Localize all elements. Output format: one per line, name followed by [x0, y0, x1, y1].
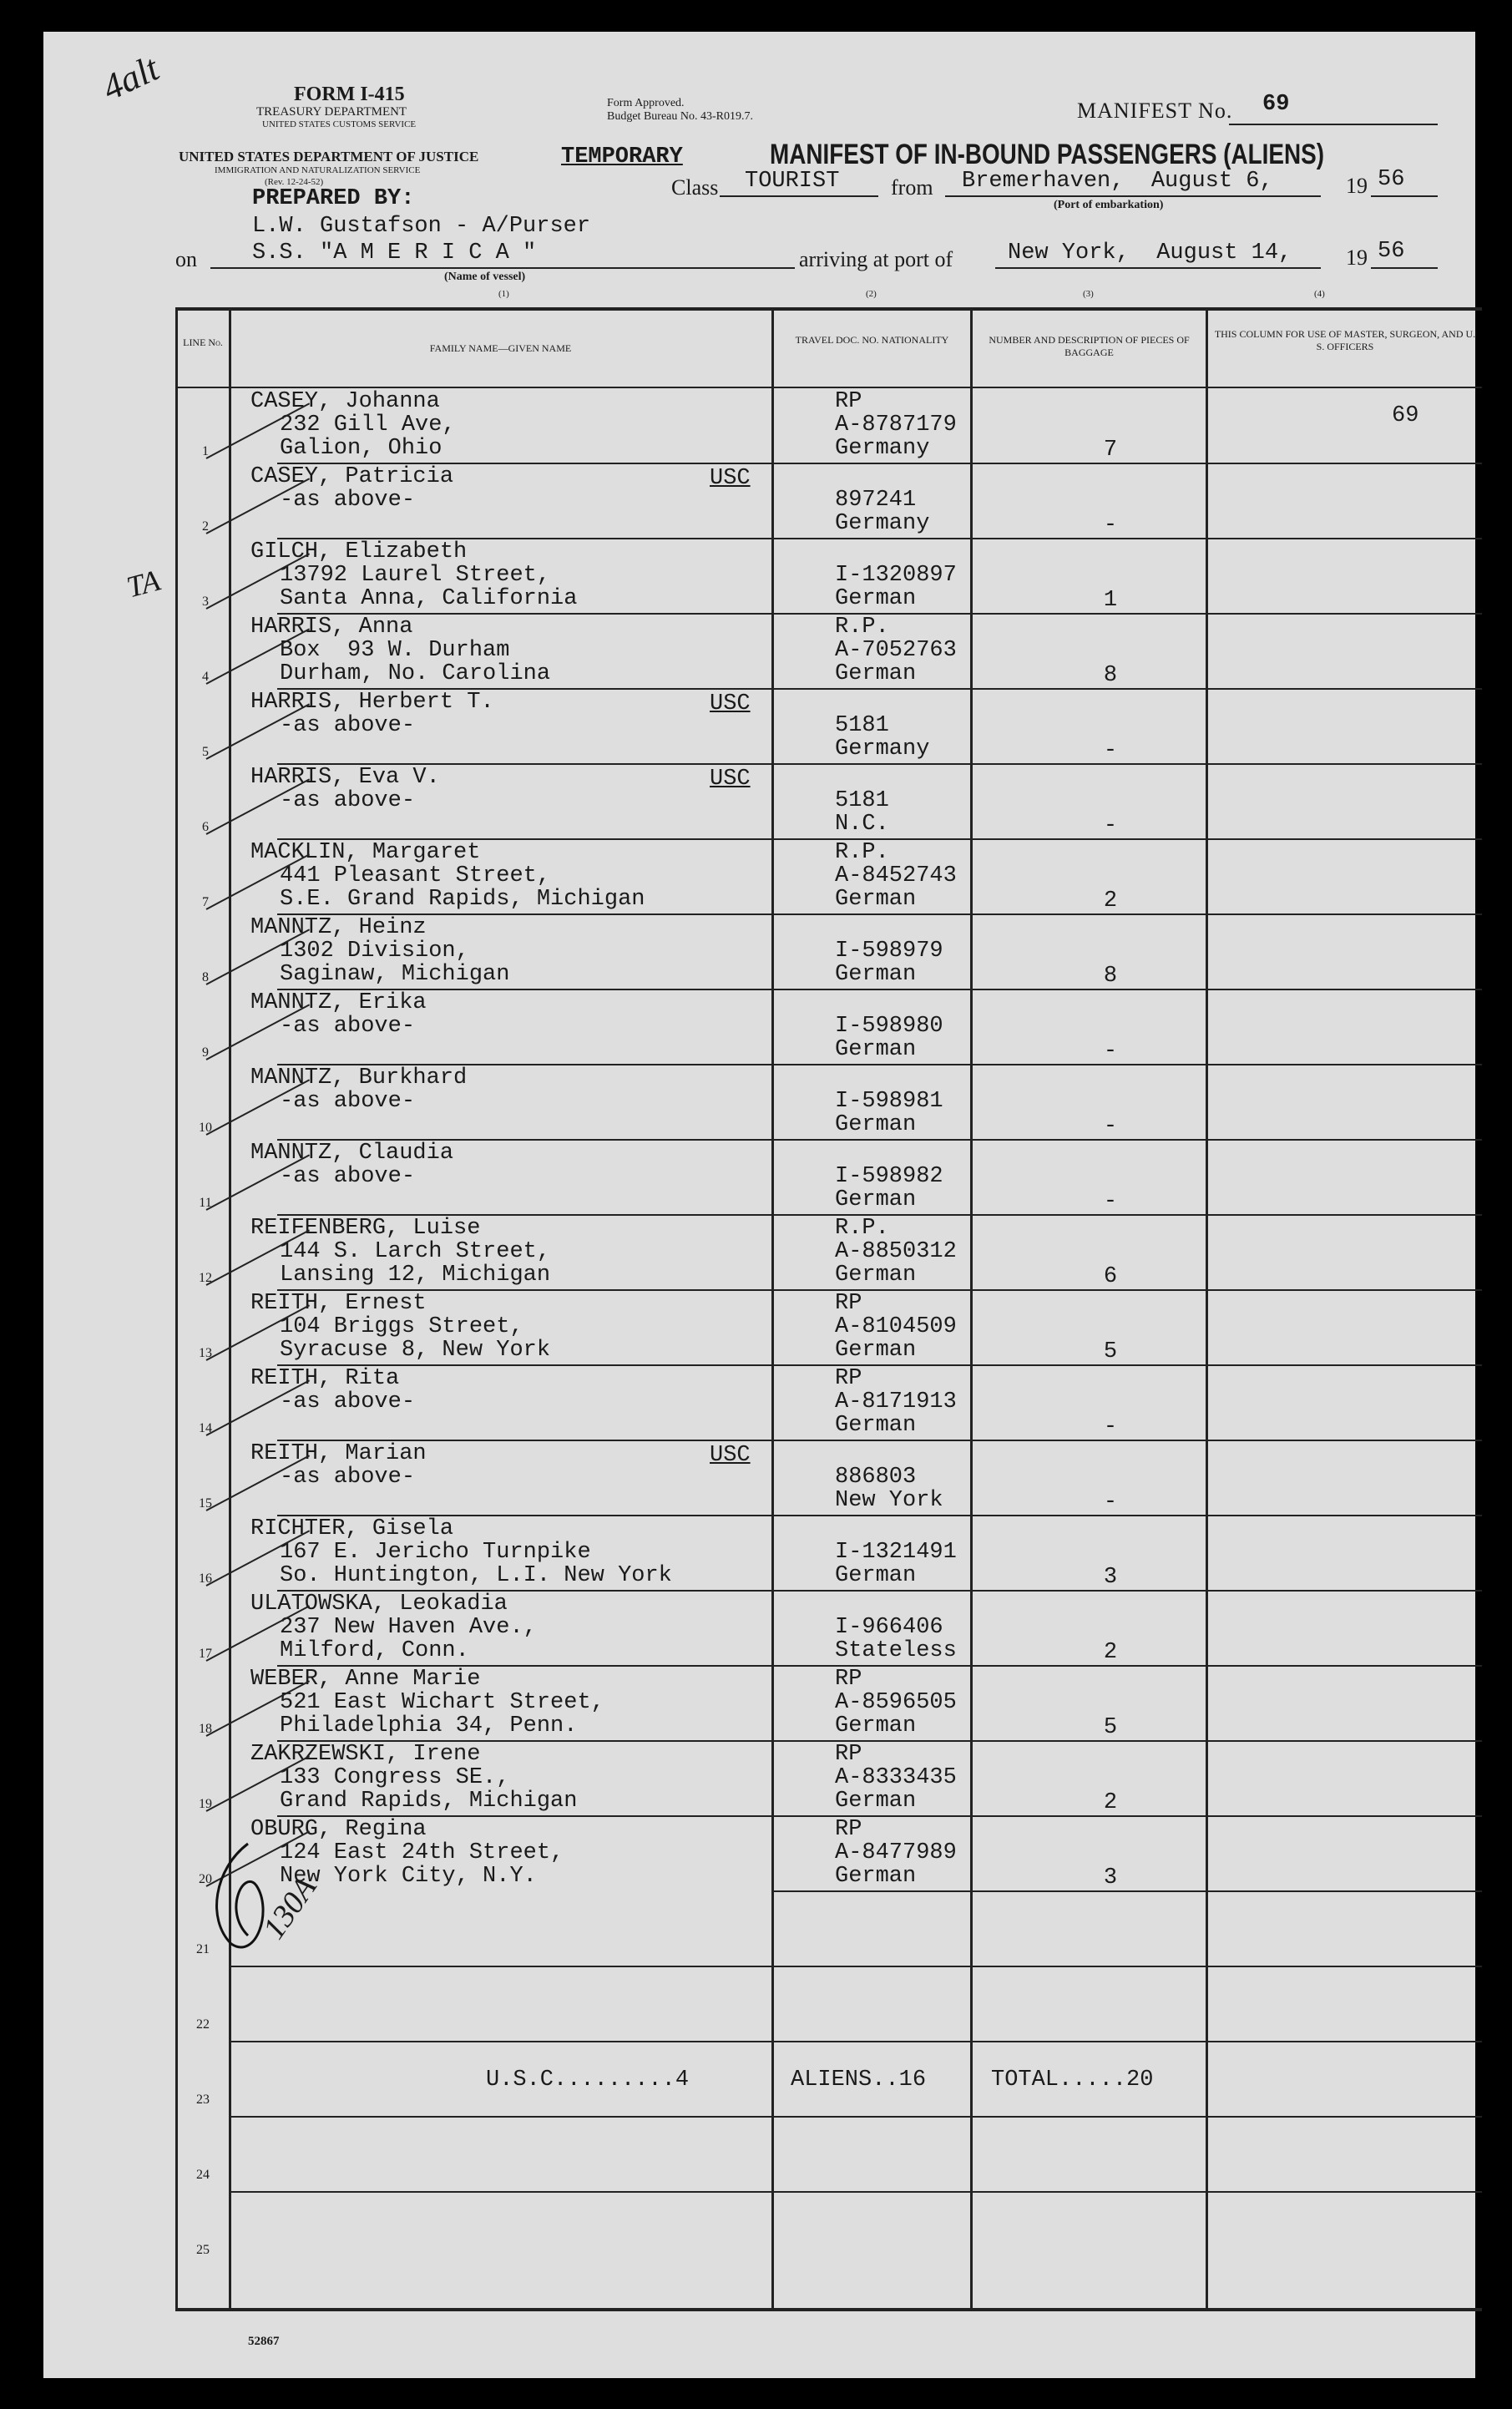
table-row [175, 389, 1482, 464]
baggage-count: - [1103, 1490, 1118, 1515]
line-number: 1 [202, 444, 209, 458]
table-row [175, 464, 1482, 539]
travel-doc-number: I-598982 [835, 1164, 943, 1189]
table-row [175, 539, 1482, 615]
table-row [175, 765, 1482, 840]
passenger-address-line2: Syracuse 8, New York [280, 1338, 551, 1363]
manifest-page [43, 32, 1475, 2378]
passenger-address-line1: -as above- [280, 488, 416, 513]
travel-doc-number: A-8477989 [835, 1840, 957, 1865]
passenger-name: HARRIS, Eva V. [250, 765, 440, 790]
table-row [175, 990, 1482, 1065]
passenger-address-line1: -as above- [280, 1389, 416, 1415]
passenger-name: CASEY, Johanna [250, 389, 440, 414]
nationality: German [835, 1263, 917, 1288]
handwritten-corner-note: 4alt [95, 47, 165, 109]
line-number: 9 [202, 1045, 209, 1060]
travel-doc-number: I-1321491 [835, 1540, 957, 1565]
passenger-address-line1: 13792 Laurel Street, [280, 563, 551, 588]
line-number: 8 [202, 970, 209, 984]
travel-doc-number: I-598980 [835, 1014, 943, 1039]
header-line-no: LINE No. [183, 337, 223, 348]
officer-note: 69 [1392, 403, 1419, 428]
on-label: on [175, 247, 197, 271]
budget-bureau: Budget Bureau No. 43-R019.7. [607, 110, 753, 123]
travel-doc-number: A-8596505 [835, 1690, 957, 1715]
passenger-name: RICHTER, Gisela [250, 1516, 454, 1541]
line-number: 17 [199, 1647, 212, 1661]
baggage-count: 3 [1103, 1865, 1118, 1890]
baggage-count: 7 [1103, 438, 1118, 463]
passenger-address-line1: -as above- [280, 788, 416, 813]
class-value: TOURIST [745, 169, 840, 194]
baggage-count: 2 [1103, 1790, 1118, 1815]
form-number: FORM I-415 [294, 84, 405, 105]
table-row [175, 1667, 1482, 1742]
passenger-address-line1: -as above- [280, 713, 416, 738]
line-number: 19 [199, 1797, 212, 1811]
nationality: German [835, 1563, 917, 1588]
travel-doc-number: 897241 [835, 488, 917, 513]
line-number: 6 [202, 820, 209, 834]
baggage-count: - [1103, 1189, 1118, 1214]
total-aliens: ALIENS..16 [791, 2067, 927, 2093]
table-row [175, 1516, 1482, 1592]
passenger-address-line1: 144 S. Larch Street, [280, 1239, 551, 1264]
passenger-address-line1: 521 East Wichart Street, [280, 1690, 604, 1715]
handwritten-signature: 130A [255, 1870, 324, 1946]
port-embarkation-note: (Port of embarkation) [1054, 199, 1164, 211]
passenger-address-line2: S.E. Grand Rapids, Michigan [280, 887, 645, 912]
col-number-4: (4) [1314, 289, 1325, 299]
nationality: German [835, 1187, 917, 1212]
passenger-name: REITH, Rita [250, 1366, 400, 1391]
baggage-count: 8 [1103, 964, 1118, 989]
passenger-name: REITH, Marian [250, 1441, 427, 1466]
passenger-address-line2: Lansing 12, Michigan [280, 1263, 551, 1288]
baggage-count: 2 [1103, 1640, 1118, 1665]
header-baggage: NUMBER AND DESCRIPTION OF PIECES OF BAGGAGE [989, 334, 1190, 358]
baggage-count: 2 [1103, 888, 1118, 913]
header-officers: THIS COLUMN FOR USE OF MASTER, SURGEON, AND U. S. OFFICERS [1214, 328, 1476, 352]
revision: (Rev. 12-24-52) [265, 177, 324, 187]
manifest-title: MANIFEST OF IN-BOUND PASSENGERS (ALIENS) [770, 139, 1324, 170]
passenger-name: CASEY, Patricia [250, 464, 454, 489]
passenger-address-line2: Saginaw, Michigan [280, 962, 510, 987]
line-number: 23 [196, 2093, 210, 2107]
nationality: German [835, 661, 917, 686]
passenger-address-line2: Durham, No. Carolina [280, 661, 551, 686]
prepared-by-label: PREPARED BY: [252, 186, 415, 211]
travel-doc-number: A-8787179 [835, 412, 957, 438]
travel-doc-number: A-7052763 [835, 638, 957, 663]
passenger-address-line1: -as above- [280, 1465, 416, 1490]
prepared-by-value: L.W. Gustafson - A/Purser [252, 214, 591, 239]
passenger-address-line2: Santa Anna, California [280, 586, 578, 611]
baggage-count: - [1103, 1039, 1118, 1064]
arriving-year-prefix: 19 [1346, 245, 1368, 270]
passenger-name: GILCH, Elizabeth [250, 539, 468, 564]
line-number: 24 [196, 2168, 210, 2182]
nationality: German [835, 1338, 917, 1363]
passenger-name: HARRIS, Anna [250, 615, 413, 640]
baggage-count: 5 [1103, 1715, 1118, 1740]
table-row [175, 915, 1482, 990]
passenger-address-line1: 232 Gill Ave, [280, 412, 456, 438]
passenger-address-line1: 124 East 24th Street, [280, 1840, 564, 1865]
usc-marker: USC [710, 691, 751, 716]
temporary-label: TEMPORARY [561, 144, 683, 170]
vessel-name: S.S. "A M E R I C A " [252, 240, 537, 266]
footer-code: 52867 [248, 2335, 280, 2348]
col-number-1: (1) [498, 289, 509, 299]
nationality: German [835, 1864, 917, 1889]
passenger-address-line1: 133 Congress SE., [280, 1765, 510, 1790]
table-row [175, 1065, 1482, 1141]
passenger-name: MANNTZ, Heinz [250, 915, 427, 940]
table-row [175, 1366, 1482, 1441]
travel-doc-number: I-966406 [835, 1615, 943, 1640]
line-number: 7 [202, 895, 209, 909]
line-number: 21 [196, 1942, 210, 1956]
line-number: 25 [196, 2243, 210, 2257]
passenger-name: MANNTZ, Claudia [250, 1141, 454, 1166]
table-row [175, 615, 1482, 690]
passenger-address-line1: -as above- [280, 1089, 416, 1114]
travel-doc-number: I-1320897 [835, 563, 957, 588]
form-approved: Form Approved. [607, 97, 685, 109]
passenger-address-line1: Box 93 W. Durham [280, 638, 510, 663]
from-year: 56 [1378, 167, 1405, 192]
nationality: German [835, 1037, 917, 1062]
nationality: N.C. [835, 812, 889, 837]
line-number: 13 [199, 1346, 212, 1360]
baggage-count: 3 [1103, 1565, 1118, 1590]
immigration-service: IMMIGRATION AND NATURALIZATION SERVICE [215, 165, 421, 175]
passenger-address-line2: Galion, Ohio [280, 436, 442, 461]
passenger-address-line1: 167 E. Jericho Turnpike [280, 1540, 591, 1565]
travel-doc-type: R.P. [835, 615, 889, 640]
passenger-name: REIFENBERG, Luise [250, 1216, 481, 1241]
nationality: German [835, 887, 917, 912]
travel-doc-number: 886803 [835, 1465, 917, 1490]
travel-doc-number: I-598979 [835, 939, 943, 964]
table-row [175, 1141, 1482, 1216]
travel-doc-type: RP [835, 1817, 862, 1842]
from-year-prefix: 19 [1346, 174, 1368, 198]
nationality: German [835, 1112, 917, 1137]
table-row [175, 1742, 1482, 1817]
nationality: German [835, 1713, 917, 1738]
vessel-note: (Name of vessel) [444, 271, 526, 283]
passenger-name: ULATOWSKA, Leokadia [250, 1592, 508, 1617]
handwritten-margin-note: TA [123, 563, 164, 605]
travel-doc-number: 5181 [835, 713, 889, 738]
usc-marker: USC [710, 466, 751, 491]
passenger-address-line2: Grand Rapids, Michigan [280, 1789, 578, 1814]
baggage-count: - [1103, 513, 1118, 538]
travel-doc-number: A-8104509 [835, 1314, 957, 1339]
baggage-count: - [1103, 1114, 1118, 1139]
baggage-count: 8 [1103, 663, 1118, 688]
baggage-count: 6 [1103, 1264, 1118, 1289]
line-number: 10 [199, 1121, 212, 1135]
col-number-2: (2) [866, 289, 877, 299]
nationality: Germany [835, 436, 930, 461]
passenger-address-line2: Milford, Conn. [280, 1638, 469, 1663]
header-travel-doc: TRAVEL DOC. NO. NATIONALITY [795, 334, 949, 346]
passenger-address-line1: -as above- [280, 1164, 416, 1189]
passenger-address-line2: So. Huntington, L.I. New York [280, 1563, 672, 1588]
baggage-count: - [1103, 813, 1118, 838]
passenger-name: REITH, Ernest [250, 1291, 427, 1316]
travel-doc-number: A-8850312 [835, 1239, 957, 1264]
line-number: 14 [199, 1421, 212, 1435]
travel-doc-number: A-8333435 [835, 1765, 957, 1790]
nationality: New York [835, 1488, 943, 1513]
nationality: Stateless [835, 1638, 957, 1663]
passenger-name: HARRIS, Herbert T. [250, 690, 494, 715]
passenger-name: WEBER, Anne Marie [250, 1667, 481, 1692]
table-row [175, 1291, 1482, 1366]
manifest-no-label: MANIFEST No. [1077, 99, 1233, 123]
from-value: Bremerhaven, August 6, [962, 169, 1273, 194]
table-row [175, 1817, 1482, 1892]
line-number: 18 [199, 1722, 212, 1736]
passenger-address-line1: 104 Briggs Street, [280, 1314, 523, 1339]
usc-marker: USC [710, 767, 751, 792]
justice-dept: UNITED STATES DEPARTMENT OF JUSTICE [179, 149, 479, 164]
nationality: Germany [835, 511, 930, 536]
from-label: from [891, 175, 933, 200]
travel-doc-type: RP [835, 1366, 862, 1391]
travel-doc-number: I-598981 [835, 1089, 943, 1114]
travel-doc-number: A-8452743 [835, 863, 957, 888]
baggage-count: 5 [1103, 1339, 1118, 1364]
nationality: Germany [835, 736, 930, 762]
travel-doc-type: RP [835, 1291, 862, 1316]
line-number: 4 [202, 670, 209, 684]
passenger-address-line1: 237 New Haven Ave., [280, 1615, 537, 1640]
line-number: 12 [199, 1271, 212, 1285]
baggage-count: 1 [1103, 588, 1118, 613]
line-number: 2 [202, 519, 209, 534]
baggage-count: - [1103, 738, 1118, 763]
passenger-address-line1: -as above- [280, 1014, 416, 1039]
table-row [175, 690, 1482, 765]
total-usc: U.S.C.........4 [486, 2067, 690, 2093]
travel-doc-number: A-8171913 [835, 1389, 957, 1415]
passenger-name: MANNTZ, Erika [250, 990, 427, 1015]
travel-doc-type: RP [835, 389, 862, 414]
arriving-year: 56 [1378, 239, 1405, 264]
line-number: 11 [199, 1196, 212, 1210]
nationality: German [835, 962, 917, 987]
line-number: 15 [199, 1496, 212, 1511]
class-label: Class [671, 175, 719, 200]
arriving-label: arriving at port of [799, 247, 953, 271]
total-passengers: TOTAL.....20 [991, 2067, 1154, 2093]
manifest-no-value: 69 [1262, 92, 1290, 117]
table-row [175, 1441, 1482, 1516]
col-number-3: (3) [1083, 289, 1094, 299]
travel-doc-type: R.P. [835, 840, 889, 865]
baggage-count: - [1103, 1415, 1118, 1440]
header-name: FAMILY NAME—GIVEN NAME [429, 342, 572, 354]
line-number: 20 [199, 1872, 212, 1886]
passenger-name: OBURG, Regina [250, 1817, 427, 1842]
line-number: 5 [202, 745, 209, 759]
table-row [175, 1216, 1482, 1291]
travel-doc-type: R.P. [835, 1216, 889, 1241]
line-number: 22 [196, 2017, 210, 2032]
passenger-name: ZAKRZEWSKI, Irene [250, 1742, 481, 1767]
line-number: 3 [202, 595, 209, 609]
passenger-address-line1: 441 Pleasant Street, [280, 863, 551, 888]
passenger-name: MACKLIN, Margaret [250, 840, 481, 865]
treasury-dept: TREASURY DEPARTMENT [256, 105, 407, 119]
signature-scrawl-icon [198, 1835, 306, 1977]
passenger-address-line2: New York City, N.Y. [280, 1864, 537, 1889]
travel-doc-type: RP [835, 1667, 862, 1692]
nationality: German [835, 1413, 917, 1438]
travel-doc-number: 5181 [835, 788, 889, 813]
nationality: German [835, 1789, 917, 1814]
customs-service: UNITED STATES CUSTOMS SERVICE [262, 119, 417, 129]
nationality: German [835, 586, 917, 611]
passenger-name: MANNTZ, Burkhard [250, 1065, 468, 1091]
passenger-address-line2: Philadelphia 34, Penn. [280, 1713, 578, 1738]
arriving-value: New York, August 14, [1008, 240, 1292, 266]
table-row [175, 1592, 1482, 1667]
passenger-address-line1: 1302 Division, [280, 939, 469, 964]
usc-marker: USC [710, 1443, 751, 1468]
travel-doc-type: RP [835, 1742, 862, 1767]
line-number: 16 [199, 1571, 212, 1586]
table-row [175, 840, 1482, 915]
